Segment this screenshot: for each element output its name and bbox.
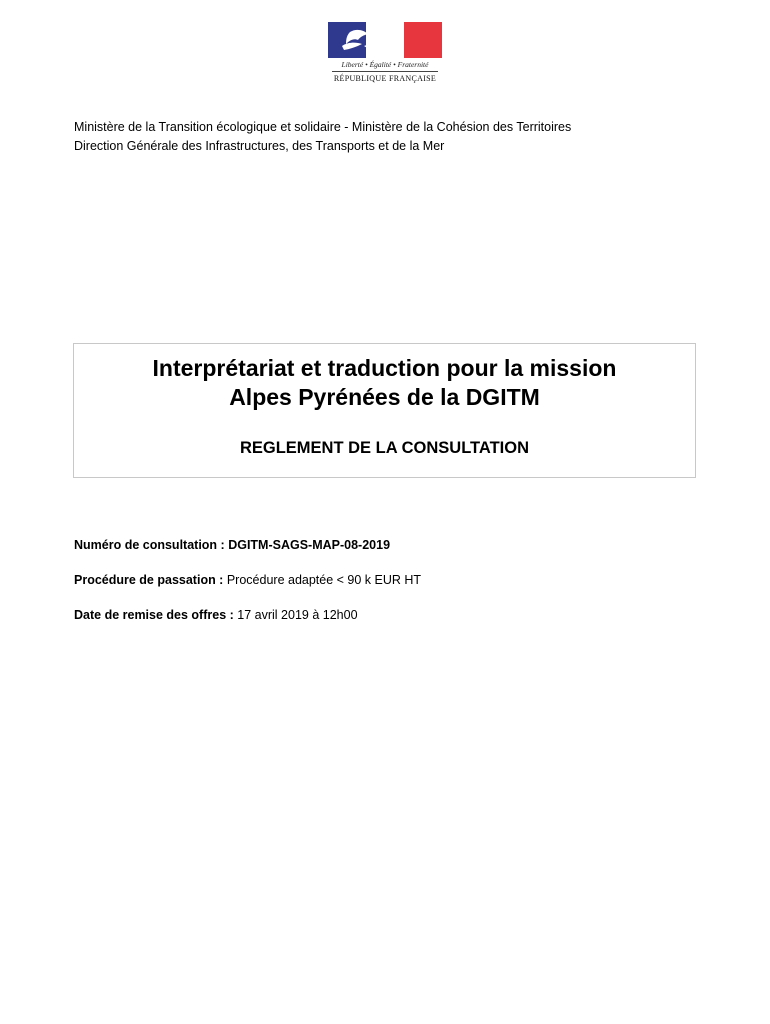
document-title-box <box>73 343 696 478</box>
procedure-row <box>74 573 421 587</box>
consultation-number-label: Numéro de consultation : <box>74 538 225 552</box>
ministry-heading <box>74 118 571 156</box>
document-title-line-2: Alpes Pyrénées de la DGITM <box>229 384 540 410</box>
ministry-line-2: Direction Générale des Infrastructures, des Transports et de la Mer <box>74 139 445 153</box>
marianne-logo-icon <box>328 22 442 58</box>
ministry-line-1: Ministère de la Transition écologique et solidaire - Ministère de la Cohésion des Territoires <box>74 120 572 134</box>
submission-date-label: Date de remise des offres : <box>74 608 234 622</box>
consultation-number-row <box>74 538 390 552</box>
submission-date-row <box>74 608 358 622</box>
procedure-value: Procédure adaptée < 90 k EUR HT <box>226 573 422 587</box>
procedure-label: Procédure de passation : <box>74 573 224 587</box>
logo-divider <box>332 71 438 72</box>
republic-motto: Liberté • Égalité • Fraternité <box>341 60 429 69</box>
consultation-number-value: DGITM-SAGS-MAP-08-2019 <box>228 538 391 552</box>
submission-date-value: 17 avril 2019 à 12h00 <box>237 608 358 622</box>
document-subtitle: REGLEMENT DE LA CONSULTATION <box>239 439 530 457</box>
republic-name: RÉPUBLIQUE FRANÇAISE <box>333 74 437 83</box>
republique-francaise-logo <box>328 22 442 84</box>
document-title-line-1: Interprétariat et traduction pour la mission <box>152 355 617 381</box>
document-title <box>74 354 695 412</box>
flag-red-band <box>404 22 442 58</box>
